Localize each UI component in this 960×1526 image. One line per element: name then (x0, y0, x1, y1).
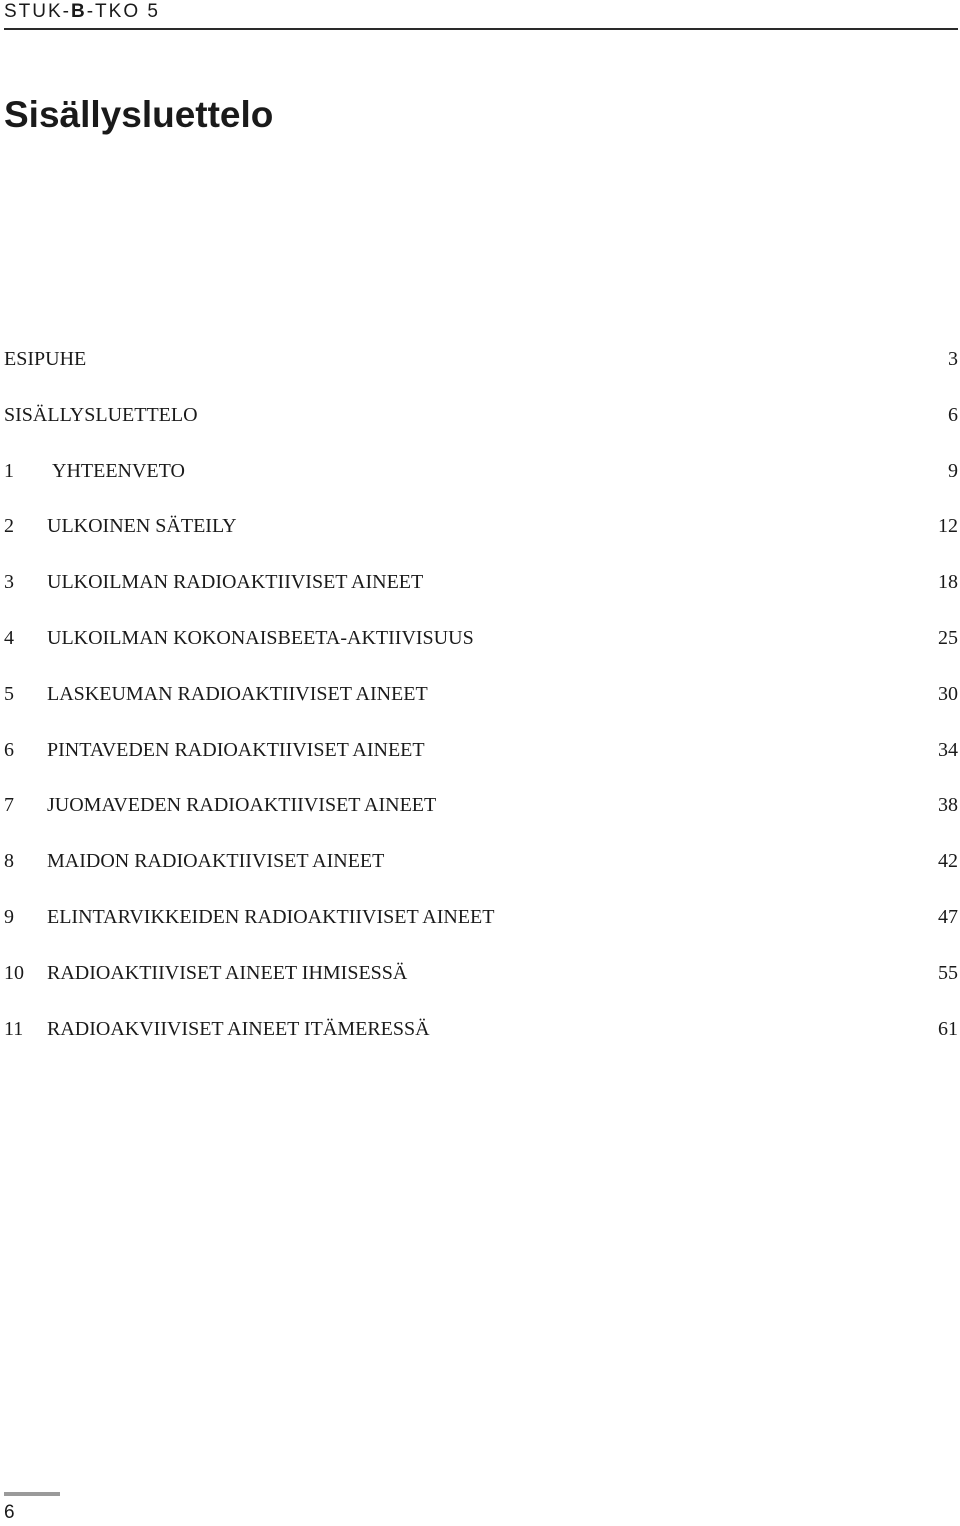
toc-entry-number: 10 (4, 961, 24, 984)
toc-entry-page: 42 (938, 850, 958, 873)
toc-entry-number: 11 (4, 1017, 24, 1040)
series-code (4, 1, 160, 23)
toc-entry-label: RADIOAKTIIVISET AINEET IHMISESSÄ (47, 961, 408, 984)
toc-entry-number: 2 (4, 515, 14, 538)
toc-entry-label: PINTAVEDEN RADIOAKTIIVISET AINEET (47, 738, 425, 761)
toc-entry-number: 4 (4, 626, 14, 649)
series-code-letter: B (71, 1, 87, 22)
toc-entry-label: ULKOILMAN RADIOAKTIIVISET AINEET (47, 571, 424, 594)
toc-entry-esipuhe[interactable] (4, 344, 958, 400)
toc-entry-label: SISÄLLYSLUETTELO (4, 403, 198, 426)
toc-entry-number: 5 (4, 682, 14, 705)
toc-entry-yhteenveto[interactable] (4, 456, 958, 512)
toc-entry-page: 30 (938, 682, 958, 705)
toc-entry-page: 34 (938, 738, 958, 761)
toc-entry-number: 3 (4, 571, 14, 594)
toc-entry-page: 38 (938, 794, 958, 817)
toc-entry-page: 12 (938, 515, 958, 538)
toc-entry-label: JUOMAVEDEN RADIOAKTIIVISET AINEET (47, 794, 437, 817)
toc-entry-label: ELINTARVIKKEIDEN RADIOAKTIIVISET AINEET (47, 905, 495, 928)
toc-entry-laskeuman-radioaktiiviset-aineet[interactable] (4, 679, 958, 735)
series-code-suffix: -TKO 5 (86, 1, 160, 22)
toc-entry-ulkoilman-radioaktiiviset-aineet[interactable] (4, 567, 958, 623)
toc-entry-page: 25 (938, 626, 958, 649)
toc-entry-label: LASKEUMAN RADIOAKTIIVISET AINEET (47, 682, 428, 705)
toc-entry-label: ULKOINEN SÄTEILY (47, 515, 237, 538)
toc-entry-ulkoilman-kokonaisbeeta-aktiivisuus[interactable] (4, 623, 958, 679)
toc-entry-page: 55 (938, 961, 958, 984)
toc-entry-label: MAIDON RADIOAKTIIVISET AINEET (47, 850, 385, 873)
toc-entry-page: 9 (948, 459, 958, 482)
toc-entry-page: 3 (948, 348, 958, 370)
toc-entry-elintarvikkeiden-radioaktiiviset-aineet[interactable] (4, 902, 958, 958)
toc-entry-number: 9 (4, 905, 14, 928)
toc-entry-label: ULKOILMAN KOKONAISBEETA-AKTIIVISUUS (47, 626, 474, 649)
running-header (4, 0, 958, 30)
series-code-prefix: STUK- (4, 1, 71, 22)
table-of-contents (4, 344, 958, 1069)
footer-rule (4, 1492, 60, 1496)
toc-entry-page: 6 (948, 403, 958, 426)
toc-entry-number: 6 (4, 738, 14, 761)
toc-entry-page: 18 (938, 571, 958, 594)
toc-entry-radioaktiiviset-aineet-ihmisessa[interactable] (4, 958, 958, 1014)
toc-entry-label: YHTEENVETO (52, 459, 185, 482)
toc-entry-radioaktiiviset-aineet-itameressa[interactable] (4, 1014, 958, 1070)
toc-entry-page: 47 (938, 905, 958, 928)
toc-entry-label: ESIPUHE (4, 348, 87, 370)
toc-entry-label: RADIOAKVIIVISET AINEET ITÄMERESSÄ (47, 1017, 430, 1040)
toc-entry-juomaveden-radioaktiiviset-aineet[interactable] (4, 790, 958, 846)
toc-entry-number: 7 (4, 794, 14, 817)
toc-entry-number: 1 (4, 459, 14, 482)
page-title: Sisällysluettelo (4, 94, 274, 135)
toc-entry-maidon-radioaktiiviset-aineet[interactable] (4, 846, 958, 902)
toc-entry-page: 61 (938, 1017, 958, 1040)
toc-entry-sisallysluettelo[interactable] (4, 400, 958, 456)
toc-entry-pintaveden-radioaktiiviset-aineet[interactable] (4, 735, 958, 791)
page-number: 6 (4, 1502, 15, 1523)
toc-entry-number: 8 (4, 850, 14, 873)
toc-entry-ulkoinen-sateily[interactable] (4, 511, 958, 567)
